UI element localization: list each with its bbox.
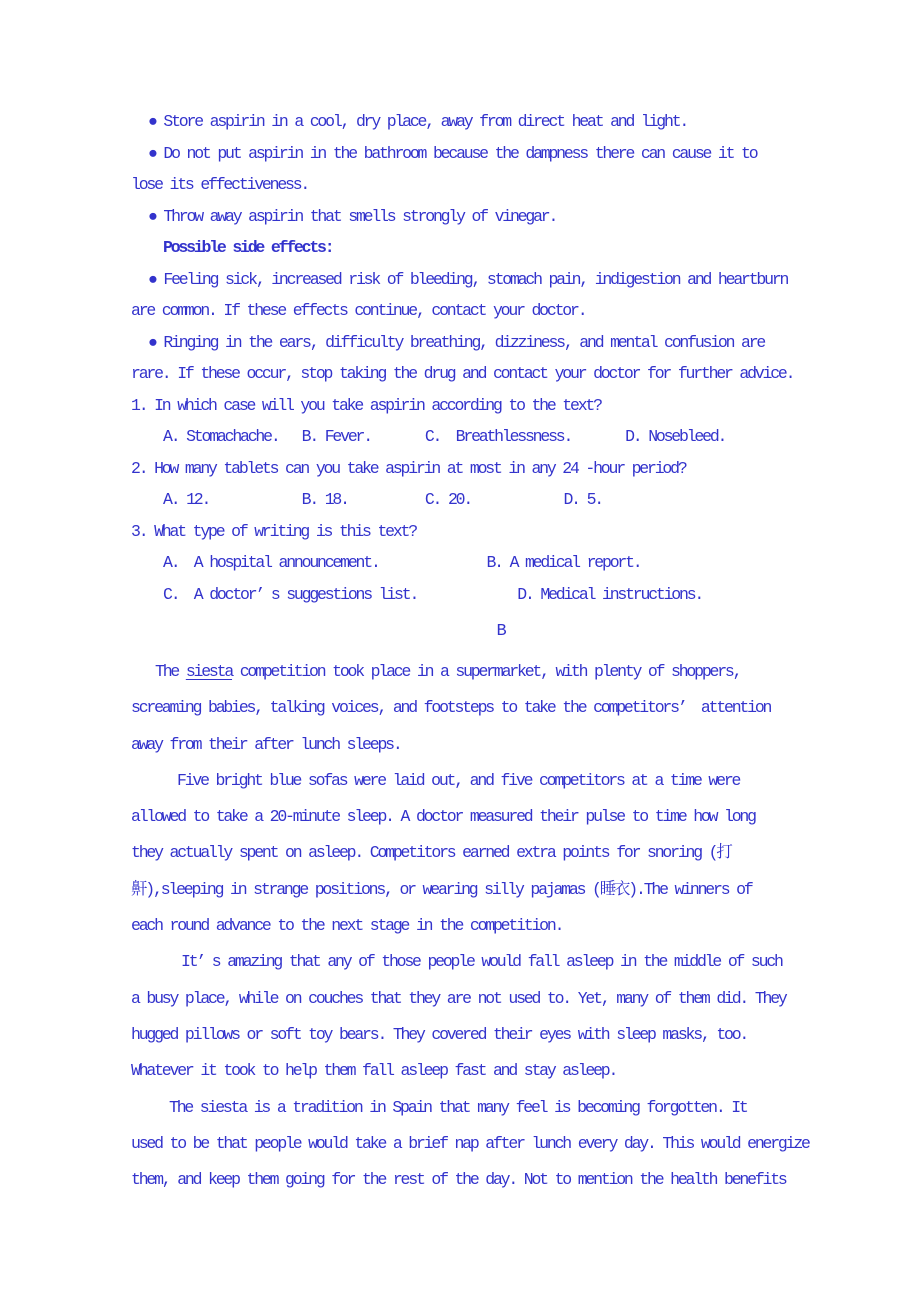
section-b-heading: B: [496, 622, 505, 641]
side-effect-line-common-cont: are common. If these effects continue, contact your doctor.: [131, 301, 586, 320]
passage-p4-line3: them, and keep them going for the rest of the day. Not to mention the health benefits: [131, 1170, 786, 1190]
passage-p2-line1: Five bright blue sofas were laid out, and five competitors at a time were: [177, 770, 740, 790]
question-3-options-ab: A. A hospital announcement. B. A medical report.: [163, 553, 641, 572]
side-effect-line-rare: ● Ringing in the ears, difficulty breathing, dizziness, and mental confusion are: [148, 332, 765, 352]
question-1-stem: 1. In which case will you take aspirin according to the text?: [131, 395, 601, 415]
question-2-stem: 2. How many tablets can you take aspirin at most in any 24 -hour period?: [131, 458, 686, 478]
question-3-stem: 3. What type of writing is this text?: [131, 521, 416, 541]
passage-p3-line2: a busy place, while on couches that they are not used to. Yet, many of them did. They: [131, 988, 786, 1008]
passage-p3-line4: Whatever it took to help them fall asleep fast and stay asleep.: [131, 1061, 617, 1081]
passage-p4-line1: The siesta is a tradition in Spain that many feel is becoming forgotten. It: [169, 1097, 747, 1117]
passage-p2-line3: they actually spent on asleep. Competitors earned extra points for snoring (打: [131, 843, 731, 863]
p1-line1-rest: competition took place in a supermarket, with plenty of shoppers,: [232, 662, 741, 681]
bullet-line-bathroom: ● Do not put aspirin in the bathroom because the dampness there can cause it to: [148, 143, 757, 163]
side-effects-heading: Possible side effects:: [163, 238, 333, 257]
passage-p4-line2: used to be that people would take a brief nap after lunch every day. This would energize: [131, 1133, 809, 1153]
question-3-options-cd: C. A doctor’ s suggestions list. D. Medical instructions.: [163, 584, 703, 604]
passage-p1-line3: away from their after lunch sleeps.: [131, 734, 401, 754]
bullet-line-throw-away: ● Throw away aspirin that smells strongly of vinegar.: [148, 206, 557, 226]
question-1-options: A. Stomachache. B. Fever. C. Breathlessness. D. Nosebleed.: [163, 427, 726, 446]
passage-p1-line2: screaming babies, talking voices, and footsteps to take the competitors’ attention: [131, 698, 771, 718]
passage-p2-line5: each round advance to the next stage in the competition.: [131, 916, 563, 936]
siesta-passage: [131, 654, 810, 1198]
passage-p3-line1: It’ s amazing that any of those people would fall asleep in the middle of such: [181, 952, 782, 972]
side-effect-line-rare-cont: rare. If these occur, stop taking the drug and contact your doctor for further advice.: [131, 364, 794, 383]
p1-line1-underlined-word: siesta: [185, 662, 233, 681]
passage-p1-line1: [131, 654, 810, 690]
side-effect-line-common: ● Feeling sick, increased risk of bleeding, stomach pain, indigestion and heartburn: [148, 269, 788, 289]
passage-p2-line4: 鼾),sleeping in strange positions, or wearing silly pajamas (睡衣).The winners of: [131, 879, 752, 899]
passage-p2-line2: allowed to take a 20-minute sleep. A doctor measured their pulse to time how long: [131, 807, 755, 827]
bullet-line-store: ● Store aspirin in a cool, dry place, away from direct heat and light.: [148, 112, 688, 131]
aspirin-section: [131, 106, 810, 610]
bullet-line-bathroom-cont: lose its effectiveness.: [131, 175, 309, 194]
p1-line1-pre: The: [155, 662, 186, 681]
question-2-options: A. 12. B. 18. C. 20. D. 5.: [163, 490, 602, 509]
passage-p3-line3: hugged pillows or soft toy bears. They covered their eyes with sleep masks, too.: [131, 1024, 748, 1044]
